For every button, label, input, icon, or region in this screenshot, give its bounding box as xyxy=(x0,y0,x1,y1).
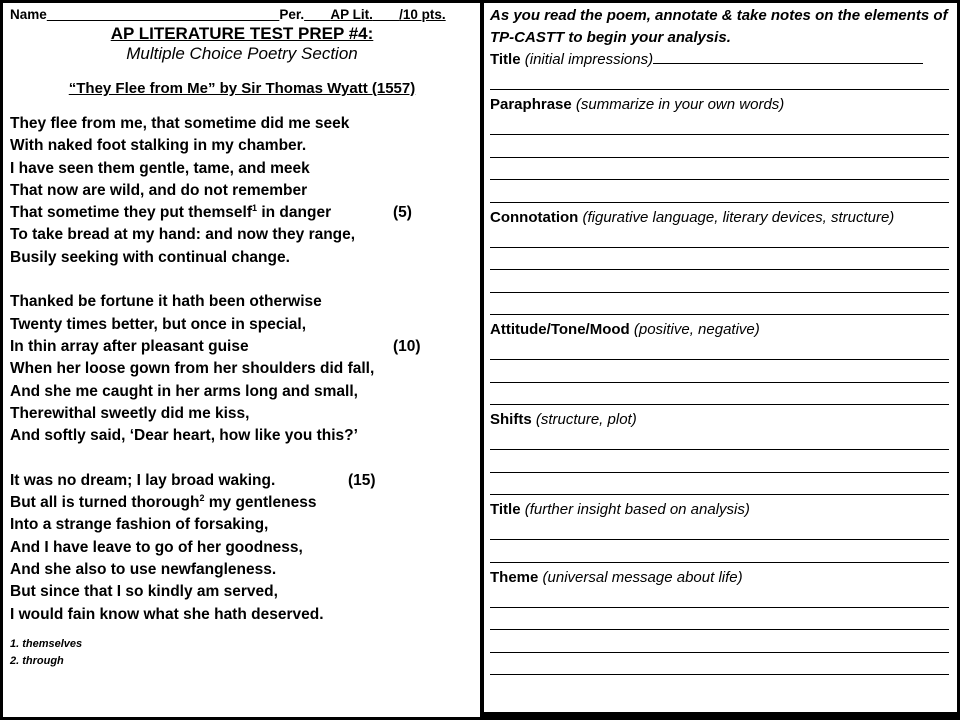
student-header xyxy=(10,7,474,23)
section-description: (figurative language, literary devices, structure) xyxy=(578,208,895,226)
answer-line[interactable] xyxy=(490,117,957,140)
section-description: (universal message about life) xyxy=(538,568,743,586)
tpcastt-sections xyxy=(490,49,957,679)
test-sheet-panel xyxy=(3,3,480,717)
poem-line-text: Twenty times better, but once in special, xyxy=(10,315,307,333)
section-description: (positive, negative) xyxy=(629,321,760,338)
section-heading xyxy=(490,94,957,117)
answer-line[interactable] xyxy=(490,139,957,162)
section-description: (structure, plot) xyxy=(531,411,637,428)
answer-line[interactable] xyxy=(490,657,957,680)
section-heading xyxy=(490,567,957,590)
section-heading xyxy=(490,319,957,342)
poem-line xyxy=(10,559,474,581)
section-description: (further insight based on analysis) xyxy=(520,501,750,518)
poem-line-text: In thin array after pleasant guise xyxy=(10,337,249,355)
section-label: Title xyxy=(490,51,521,68)
poem-line-text: And she me caught in her arms long and small, xyxy=(10,382,358,400)
section-description: (initial impressions) xyxy=(520,51,654,68)
poem-line-text-cont: my gentleness xyxy=(204,494,317,512)
answer-line[interactable] xyxy=(490,387,957,410)
section-heading xyxy=(490,409,957,432)
answer-line[interactable] xyxy=(653,49,923,64)
name-label: Name xyxy=(10,7,47,22)
poem-line-text: I have seen them gentle, tame, and meek xyxy=(10,159,310,177)
poem-line xyxy=(10,202,474,224)
answer-line[interactable] xyxy=(490,229,957,252)
tpcastt-worksheet-panel xyxy=(484,3,957,712)
poem-line-text: Thanked be fortune it hath been otherwise xyxy=(10,293,322,311)
poem-line xyxy=(10,135,474,157)
poem-line-text: Busily seeking with continual change. xyxy=(10,248,290,266)
section-label: Title xyxy=(490,501,521,518)
poem-line xyxy=(10,180,474,202)
poem-line-text: And softly said, ‘Dear heart, how like you this?’ xyxy=(10,427,358,445)
class-label: AP Lit. xyxy=(330,7,373,22)
answer-line[interactable] xyxy=(490,252,957,275)
poem-line xyxy=(10,492,474,514)
section-heading xyxy=(490,207,957,230)
answer-line[interactable] xyxy=(490,162,957,185)
poem-line xyxy=(10,403,474,425)
footnotes xyxy=(10,636,474,670)
poem-line-text: I would fain know what she hath deserved. xyxy=(10,605,324,623)
poem-line-text: It was no dream; I lay broad waking. xyxy=(10,471,276,489)
answer-line[interactable] xyxy=(490,634,957,657)
section-label: Attitude/Tone/Mood xyxy=(490,321,630,338)
poem-line xyxy=(10,381,474,403)
line-number: (10) xyxy=(393,337,421,355)
poem-line xyxy=(10,425,474,447)
section-heading xyxy=(490,49,957,72)
poem-line-text: But all is turned thorough xyxy=(10,494,200,512)
answer-line[interactable] xyxy=(490,522,957,545)
points-blank[interactable] xyxy=(373,7,399,22)
poem-line-text: That now are wild, and do not remember xyxy=(10,181,308,199)
name-blank[interactable] xyxy=(47,7,280,22)
footnote: 2. through xyxy=(10,654,64,667)
poem-line xyxy=(10,158,474,180)
poem-line-text-cont: in danger xyxy=(257,204,332,222)
poem-line xyxy=(10,604,474,626)
section-description: (summarize in your own words) xyxy=(571,96,785,113)
section-label: Paraphrase xyxy=(490,96,572,113)
period-blank[interactable] xyxy=(304,7,330,22)
poem-title: “They Flee from Me” by Sir Thomas Wyatt (1557) xyxy=(68,80,416,97)
answer-line[interactable] xyxy=(490,432,957,455)
poem-line xyxy=(10,314,474,336)
instructions: As you read the poem, annotate & take notes on the elements of TP-CASTT to begin your analysis. xyxy=(490,7,948,46)
poem-line-text: Into a strange fashion of forsaking, xyxy=(10,516,269,534)
answer-line[interactable] xyxy=(490,342,957,365)
poem-line-text: And I have leave to go of her goodness, xyxy=(10,538,303,556)
line-number: (15) xyxy=(348,471,376,489)
points-label: /10 pts. xyxy=(399,7,446,22)
answer-line[interactable] xyxy=(490,184,957,207)
period-label: Per. xyxy=(279,7,305,22)
poem-line-text: Therewithal sweetly did me kiss, xyxy=(10,404,250,422)
poem-line-text: That sometime they put themself xyxy=(10,204,253,222)
test-subtitle: Multiple Choice Poetry Section xyxy=(126,44,358,63)
poem-line xyxy=(10,291,474,313)
poem-line-text: With naked foot stalking in my chamber. xyxy=(10,137,307,155)
answer-line[interactable] xyxy=(490,274,957,297)
answer-line[interactable] xyxy=(490,72,957,95)
poem-line xyxy=(10,514,474,536)
answer-line[interactable] xyxy=(490,589,957,612)
poem-line xyxy=(10,336,474,358)
stanza-break xyxy=(10,447,474,469)
section-label: Connotation xyxy=(490,208,579,226)
poem-text xyxy=(10,113,474,626)
section-heading xyxy=(490,499,957,522)
answer-line[interactable] xyxy=(490,612,957,635)
answer-line[interactable] xyxy=(490,544,957,567)
line-number: (5) xyxy=(393,204,412,222)
section-label: Theme xyxy=(490,568,539,586)
poem-line-text: When her loose gown from her shoulders did fall, xyxy=(10,360,375,378)
poem-line xyxy=(10,113,474,135)
poem-line xyxy=(10,224,474,246)
answer-line[interactable] xyxy=(490,364,957,387)
poem-line xyxy=(10,537,474,559)
footnote-marker: 2 xyxy=(199,492,205,503)
footnote: 1. themselves xyxy=(10,637,83,650)
poem-line-text: But since that I so kindly am served, xyxy=(10,583,278,601)
poem-line xyxy=(10,581,474,603)
answer-line[interactable] xyxy=(490,477,957,500)
poem-line xyxy=(10,470,474,492)
poem-line-text: They flee from me, that sometime did me seek xyxy=(10,115,350,132)
footnote-marker: 1 xyxy=(252,203,258,214)
stanza-break xyxy=(10,269,474,291)
poem-line-text: And she also to use newfangleness. xyxy=(10,560,277,578)
poem-line-text: To take bread at my hand: and now they range, xyxy=(10,226,356,244)
test-title: AP LITERATURE TEST PREP #4: xyxy=(110,24,374,43)
poem-line xyxy=(10,247,474,269)
section-label: Shifts xyxy=(490,411,532,428)
poem-line xyxy=(10,358,474,380)
answer-line[interactable] xyxy=(490,454,957,477)
answer-line[interactable] xyxy=(490,297,957,320)
